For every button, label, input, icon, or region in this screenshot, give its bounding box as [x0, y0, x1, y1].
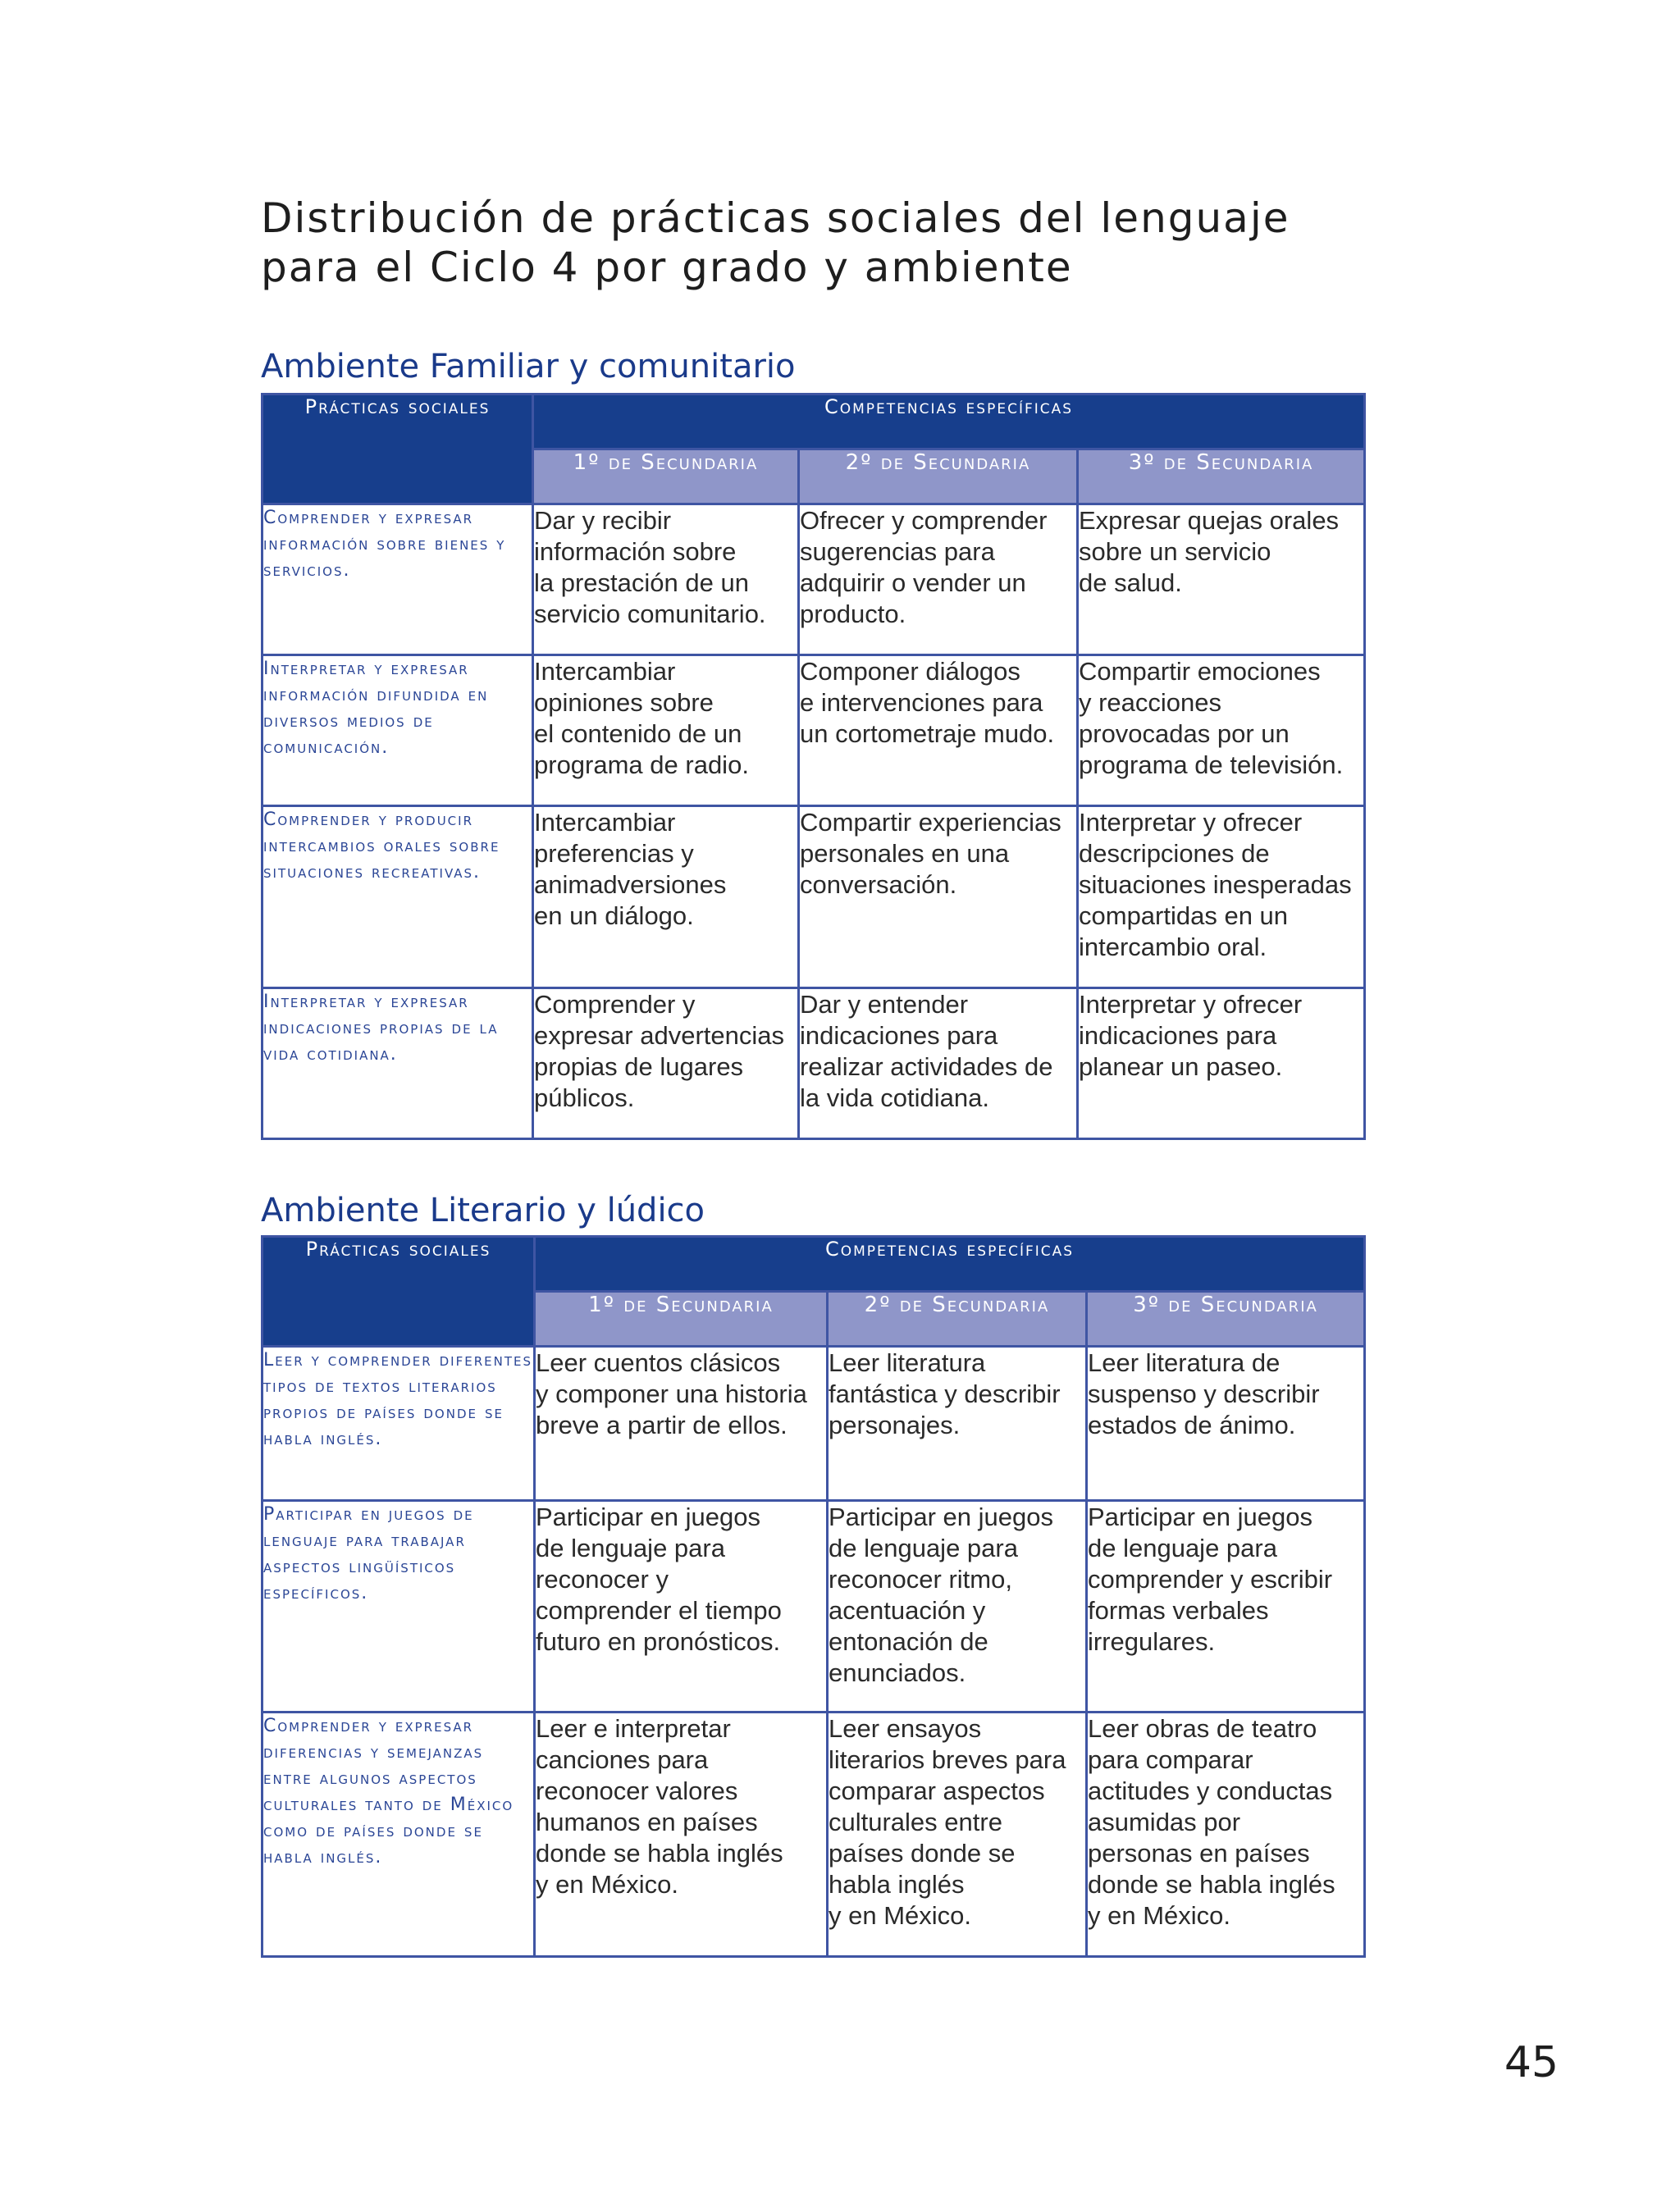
competency-cell: Comprender y expresar advertencias propias de lugares públicos.: [533, 988, 799, 1139]
competency-cell: Leer e interpretar canciones para reconocer valores humanos en países donde se habla inglés y en México.: [535, 1713, 828, 1957]
table-row: [262, 504, 1365, 655]
practices-header: Prácticas sociales: [262, 1237, 535, 1347]
page-title-line-2: para el Ciclo 4 por grado y ambiente: [261, 244, 1073, 291]
grade-header-2: 2º de Secundaria: [799, 449, 1078, 504]
competencies-header: Competencias específicas: [535, 1237, 1365, 1292]
table-familiar-comunitario: [261, 393, 1366, 1140]
practices-header: Prácticas sociales: [262, 395, 533, 504]
table-row: [262, 1713, 1365, 1957]
competency-cell: Componer diálogos e intervenciones para un cortometraje mudo.: [799, 655, 1078, 806]
table-row: [262, 1501, 1365, 1713]
table-literario-ludico: [261, 1235, 1366, 1958]
page-number: 45: [1504, 2038, 1559, 2087]
section-heading-familiar: Ambiente Familiar y comunitario: [261, 348, 796, 385]
grade-header-3: 3º de Secundaria: [1087, 1292, 1365, 1347]
competency-cell: Interpretar y ofrecer indicaciones para planear un paseo.: [1078, 988, 1365, 1139]
grade-header-2: 2º de Secundaria: [828, 1292, 1087, 1347]
competency-cell: Intercambiar opiniones sobre el contenido de un programa de radio.: [533, 655, 799, 806]
practice-cell: Comprender y producir intercambios orales sobre situaciones recreativas.: [262, 806, 533, 988]
table-header-row: [262, 1237, 1365, 1292]
table-row: [262, 655, 1365, 806]
competency-cell: Dar y entender indicaciones para realizar actividades de la vida cotidiana.: [799, 988, 1078, 1139]
competency-cell: Participar en juegos de lenguaje para reconocer ritmo, acentuación y entonación de enunciados.: [828, 1501, 1087, 1713]
practice-cell: Comprender y expresar información sobre bienes y servicios.: [262, 504, 533, 655]
competency-cell: Expresar quejas orales sobre un servicio de salud.: [1078, 504, 1365, 655]
competency-cell: Leer cuentos clásicos y componer una historia breve a partir de ellos.: [535, 1347, 828, 1501]
competency-cell: Leer obras de teatro para comparar actitudes y conductas asumidas por personas en países donde se habla inglés y en México.: [1087, 1713, 1365, 1957]
practice-cell: Interpretar y expresar información difundida en diversos medios de comunicación.: [262, 655, 533, 806]
competencies-header: Competencias específicas: [533, 395, 1365, 449]
table-row: [262, 806, 1365, 988]
section-heading-literario: Ambiente Literario y lúdico: [261, 1192, 705, 1229]
competency-cell: Leer literatura de suspenso y describir estados de ánimo.: [1087, 1347, 1365, 1501]
competency-cell: Interpretar y ofrecer descripciones de situaciones inesperadas compartidas en un intercambio oral.: [1078, 806, 1365, 988]
competency-cell: Participar en juegos de lenguaje para comprender y escribir formas verbales irregulares.: [1087, 1501, 1365, 1713]
practice-cell: Leer y comprender diferentes tipos de textos literarios propios de países donde se habla inglés.: [262, 1347, 535, 1501]
grade-header-3: 3º de Secundaria: [1078, 449, 1365, 504]
practice-cell: Participar en juegos de lenguaje para trabajar aspectos lingüísticos específicos.: [262, 1501, 535, 1713]
competency-cell: Participar en juegos de lenguaje para reconocer y comprender el tiempo futuro en pronósticos.: [535, 1501, 828, 1713]
competency-cell: Leer literatura fantástica y describir personajes.: [828, 1347, 1087, 1501]
competency-cell: Leer ensayos literarios breves para comparar aspectos culturales entre países donde se habla inglés y en México.: [828, 1713, 1087, 1957]
table-header-row: [262, 395, 1365, 449]
practice-cell: Comprender y expresar diferencias y semejanzas entre algunos aspectos culturales tanto de México como de países donde se habla inglés.: [262, 1713, 535, 1957]
page-title-line-1: Distribución de prácticas sociales del lenguaje: [261, 194, 1290, 242]
practice-cell: Interpretar y expresar indicaciones propias de la vida cotidiana.: [262, 988, 533, 1139]
competency-cell: Ofrecer y comprender sugerencias para adquirir o vender un producto.: [799, 504, 1078, 655]
competency-cell: Compartir experiencias personales en una conversación.: [799, 806, 1078, 988]
page-title: [261, 194, 1491, 292]
competency-cell: Intercambiar preferencias y animadversiones en un diálogo.: [533, 806, 799, 988]
grade-header-1: 1º de Secundaria: [535, 1292, 828, 1347]
grade-header-1: 1º de Secundaria: [533, 449, 799, 504]
competency-cell: Dar y recibir información sobre la prestación de un servicio comunitario.: [533, 504, 799, 655]
table-row: [262, 988, 1365, 1139]
table-row: [262, 1347, 1365, 1501]
competency-cell: Compartir emociones y reacciones provocadas por un programa de televisión.: [1078, 655, 1365, 806]
